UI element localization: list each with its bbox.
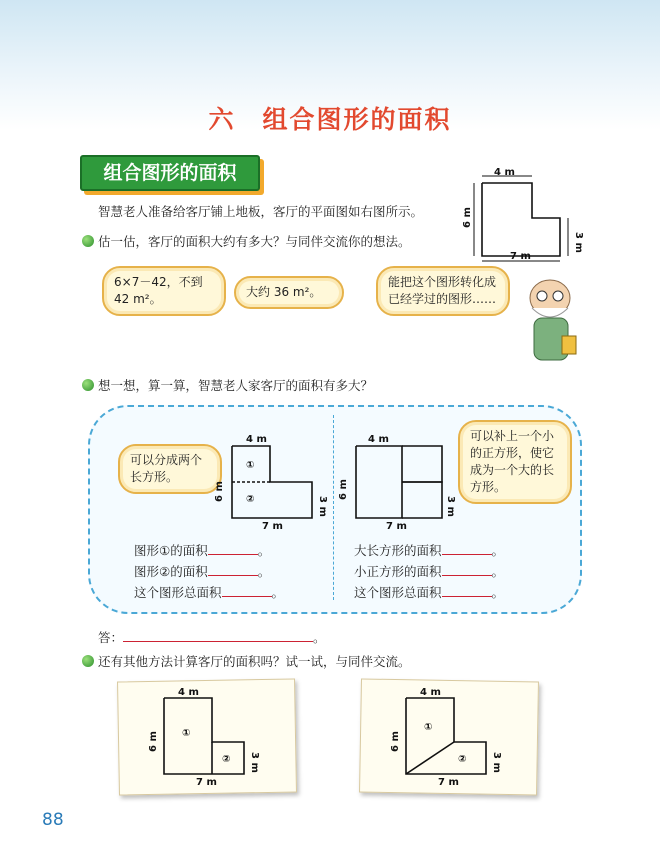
region-2-label: ② [246, 494, 255, 505]
split-hint-bubble: 可以分成两个长方形。 [118, 444, 222, 494]
question-1-text: 估一估，客厅的面积大约有多大？与同伴交流你的想法。 [98, 234, 411, 249]
dim-left: 6 m [390, 731, 401, 752]
period: 。 [271, 585, 285, 600]
left-line-3: 这个图形总面积 [134, 585, 222, 600]
dim-top: 4 m [178, 687, 199, 698]
dim-left: 6 m [462, 207, 473, 228]
dim-top: 4 m [420, 687, 441, 698]
dim-bottom: 7 m [196, 777, 217, 786]
dim-right: 3 m [249, 752, 260, 773]
hint-bubble: 能把这个图形转化成已经学过的图形…… [376, 266, 510, 316]
period: 。 [491, 543, 505, 558]
period: 。 [491, 585, 505, 600]
intro-text: 智慧老人准备给客厅铺上地板，客厅的平面图如右图所示。 [98, 204, 424, 219]
period: 。 [257, 543, 271, 558]
split-diagonal-figure [388, 686, 518, 786]
complete-method-figure [336, 430, 456, 530]
split-vertical-figure [146, 686, 276, 786]
chapter-title: 六 组合图形的面积 [208, 105, 452, 134]
dim-top: 4 m [494, 168, 515, 178]
blank-field[interactable] [442, 596, 492, 597]
region-1-label: ① [182, 728, 191, 739]
left-line-2: 图形②的面积 [134, 564, 208, 579]
right-line-1: 大长方形的面积 [354, 543, 442, 558]
left-line-1: 图形①的面积 [134, 543, 208, 558]
floor-plan-outline [482, 183, 560, 256]
right-answer-lines [354, 540, 504, 603]
region-2-label: ② [222, 754, 231, 765]
region-1-label: ① [246, 460, 255, 471]
complete-hint-bubble: 可以补上一个小的正方形，使它成为一个大的长方形。 [458, 420, 572, 504]
answer-line [98, 628, 326, 646]
answer-blank[interactable] [123, 641, 313, 642]
wise-old-man-illustration [520, 276, 584, 366]
question-3 [82, 652, 411, 670]
dim-top: 4 m [368, 434, 389, 445]
blank-field[interactable] [442, 554, 492, 555]
panel-divider [333, 415, 334, 600]
dim-left: 6 m [148, 731, 159, 752]
period: 。 [313, 630, 326, 645]
dim-left: 6 m [214, 481, 225, 502]
section-title: 组合图形的面积 [80, 155, 260, 191]
dim-right: 3 m [573, 232, 584, 253]
dim-right: 3 m [317, 496, 328, 517]
blank-field[interactable] [208, 554, 258, 555]
question-3-text: 还有其他方法计算客厅的面积吗？试一试，与同伴交流。 [98, 654, 411, 669]
dim-bottom: 7 m [510, 251, 531, 262]
blank-field[interactable] [208, 575, 258, 576]
dim-bottom: 7 m [438, 777, 459, 786]
question-2 [82, 376, 373, 394]
dim-bottom: 7 m [386, 521, 407, 530]
estimate-bubble-1: 6×7－42，不到 42 m²。 [102, 266, 226, 316]
period: 。 [257, 564, 271, 579]
dim-bottom: 7 m [262, 521, 283, 530]
dim-right: 3 m [445, 496, 456, 517]
bullet-icon [82, 235, 94, 247]
region-1-label: ① [424, 722, 433, 733]
question-1 [82, 232, 411, 250]
right-line-2: 小正方形的面积 [354, 564, 442, 579]
period: 。 [491, 564, 505, 579]
bullet-icon [82, 655, 94, 667]
estimate-bubble-2: 大约 36 m²。 [234, 276, 344, 309]
dim-right: 3 m [491, 752, 502, 773]
floor-plan-figure [462, 168, 587, 265]
page-number: 88 [42, 810, 64, 830]
dim-top: 4 m [246, 434, 267, 445]
right-line-3: 这个图形总面积 [354, 585, 442, 600]
blank-field[interactable] [222, 596, 272, 597]
left-answer-lines [134, 540, 284, 603]
region-2-label: ② [458, 754, 467, 765]
dim-left: 6 m [338, 479, 349, 500]
split-method-figure [210, 430, 330, 530]
answer-label: 答： [98, 630, 124, 645]
bullet-icon [82, 379, 94, 391]
blank-field[interactable] [442, 575, 492, 576]
question-2-text: 想一想，算一算，智慧老人家客厅的面积有多大？ [98, 378, 374, 393]
